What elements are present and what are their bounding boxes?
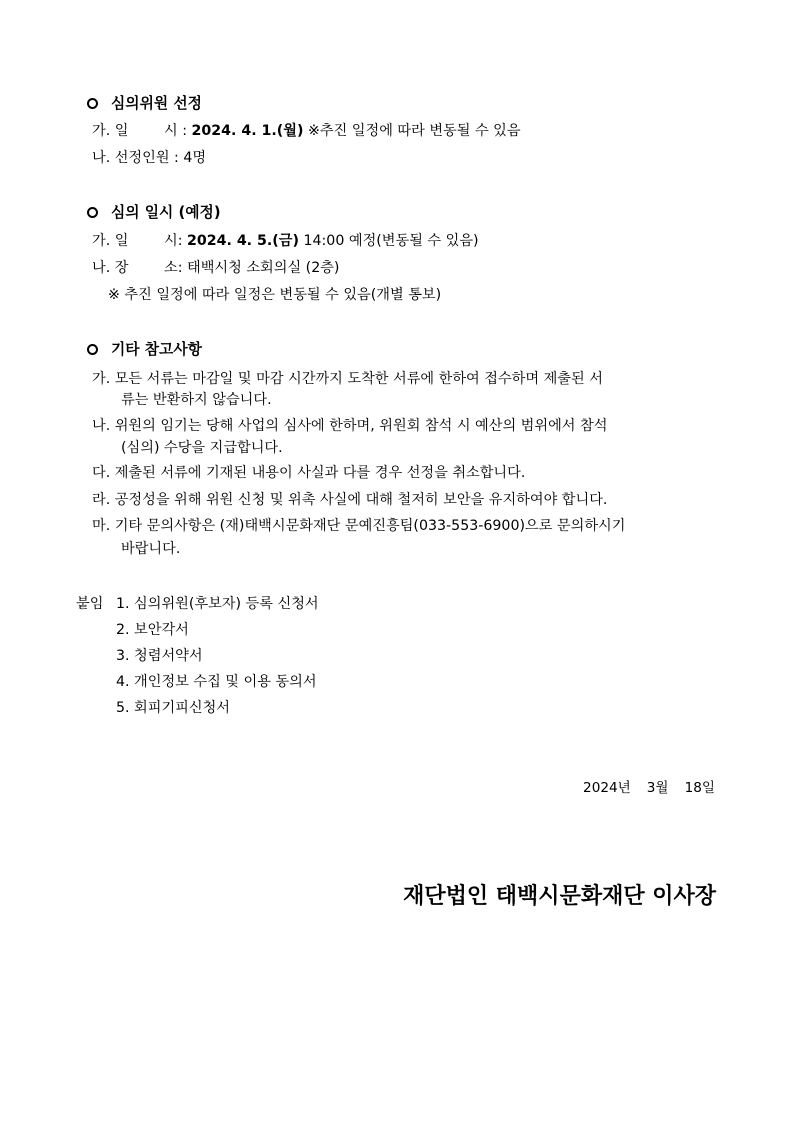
note-line: 라. 공정성을 위해 위원 신청 및 위촉 사실에 대해 철저히 보안을 유지하여야 합니다. xyxy=(92,492,608,508)
section-heading-selection: 심의위원 선정 xyxy=(87,94,202,114)
schedule-note: ※ 추진 일정에 따라 일정은 변동될 수 있음(개별 통보) xyxy=(108,287,442,303)
selection-count-item: 나. 선정인원 : 4명 xyxy=(92,150,207,166)
note-line: 바랍니다. xyxy=(121,541,181,557)
review-date-note: 14:00 예정(변동될 수 있음) xyxy=(298,233,479,249)
review-place-value: 소: 태백시청 소회의실 (2층) xyxy=(164,260,340,276)
document-date xyxy=(583,778,715,798)
note-line: (심의) 수당을 지급합니다. xyxy=(121,440,283,456)
circle-bullet-icon xyxy=(87,207,98,218)
note-line: 다. 제출된 서류에 기재된 내용이 사실과 다를 경우 선정을 취소합니다. xyxy=(92,465,526,481)
attachments-label: 붙임 xyxy=(76,596,104,612)
attachment-item: 2. 보안각서 xyxy=(116,622,189,638)
selection-date-item xyxy=(92,121,521,141)
item-sep: 시: xyxy=(164,233,187,249)
selection-date-note: ※추진 일정에 따라 변동될 수 있음 xyxy=(303,123,521,139)
item-sep: 시 : xyxy=(164,123,192,139)
item-label: 나. 장 xyxy=(92,260,129,276)
note-line: 나. 위원의 임기는 당해 사업의 심사에 한하며, 위원회 참석 시 예산의 범위에서 참석 xyxy=(92,418,608,434)
note-line: 마. 기타 문의사항은 (재)태백시문화재단 문예진흥팀(033-553-6900)으로 문의하시기 xyxy=(92,518,626,534)
attachment-item: 4. 개인정보 수집 및 이용 동의서 xyxy=(116,674,317,690)
section-heading-notes: 기타 참고사항 xyxy=(87,340,202,360)
note-line: 가. 모든 서류는 마감일 및 마감 시간까지 도착한 서류에 한하여 접수하며 제출된 서 xyxy=(92,371,603,387)
issuer-signature: 재단법인 태백시문화재단 이사장 xyxy=(403,884,716,909)
selection-date-value: 2024. 4. 1.(월) xyxy=(191,123,304,139)
date-year: 2024년 xyxy=(583,780,631,796)
item-label: 가. 일 xyxy=(92,233,129,249)
note-line: 류는 반환하지 않습니다. xyxy=(121,392,272,408)
date-month: 3월 xyxy=(646,780,669,796)
circle-bullet-icon xyxy=(87,344,98,355)
item-label: 가. 일 xyxy=(92,123,129,139)
attachment-item: 5. 회피기피신청서 xyxy=(116,700,230,716)
review-date-item xyxy=(92,231,479,251)
attachment-item: 1. 심의위원(후보자) 등록 신청서 xyxy=(116,596,319,612)
circle-bullet-icon xyxy=(87,98,98,109)
review-place-item xyxy=(92,258,339,278)
review-date-value: 2024. 4. 5.(금) xyxy=(187,233,299,249)
date-day: 18일 xyxy=(684,780,715,796)
section-heading-schedule: 심의 일시 (예정) xyxy=(87,203,221,223)
attachment-item: 3. 청렴서약서 xyxy=(116,648,203,664)
